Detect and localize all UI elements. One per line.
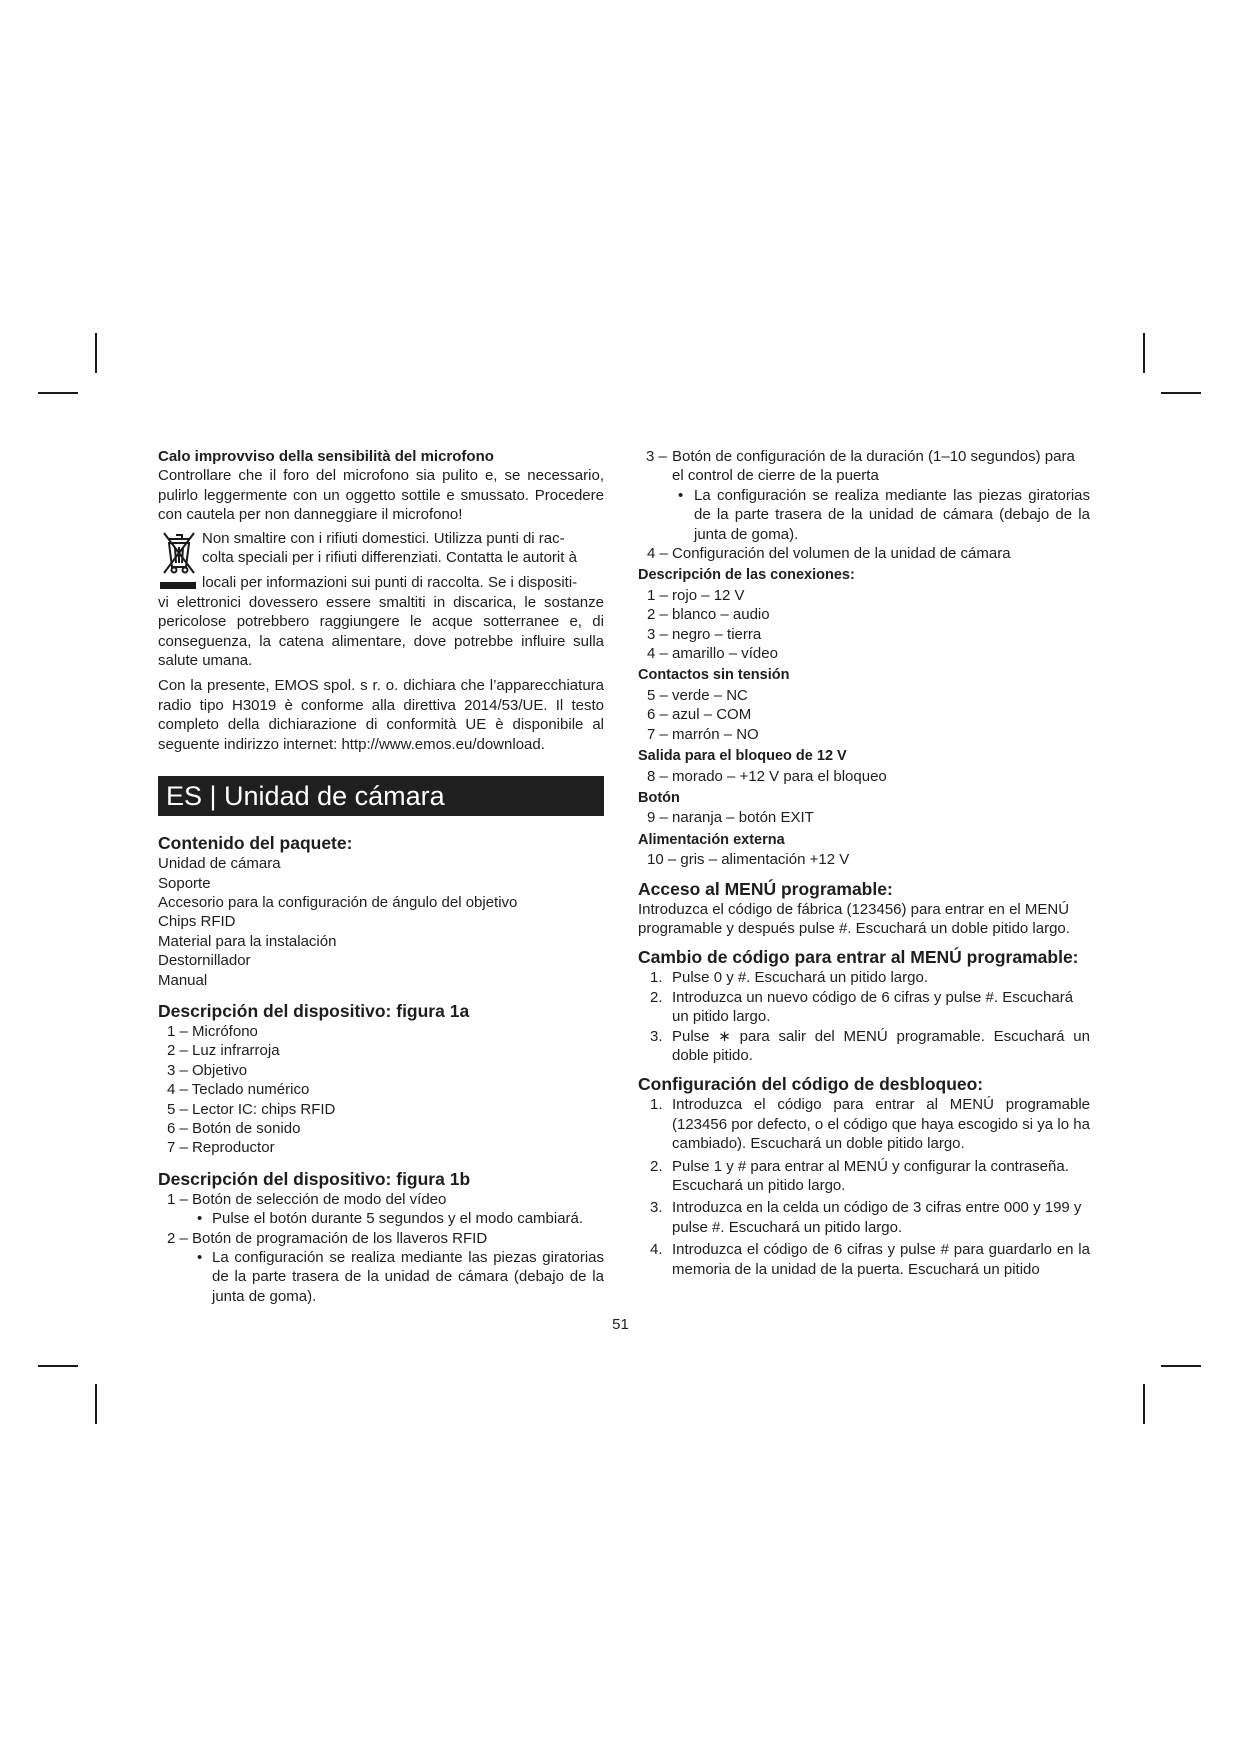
crop-mark-tr-horizontal [1161,392,1201,394]
list-item: 1 – Micrófono [167,1022,258,1040]
right-column [638,447,1090,1279]
item-number: 2. [650,1157,663,1175]
list-item: 7 – Reproductor [167,1139,275,1157]
item-number: 3. [650,1199,663,1217]
item-text: Botón de configuración de la duración (1–10 segundos) para el control de cierre de la puerta [672,448,1075,485]
crop-mark-tr-vertical [1143,333,1145,373]
list-item: 3 – negro – tierra [647,625,762,643]
desc-1b-heading: Descripción del dispositivo: figura 1b [158,1168,471,1189]
crop-mark-br-horizontal [1161,1365,1201,1367]
alimentacion-heading: Alimentación externa [638,831,785,848]
item-text: Introduzca el código de 6 cifras y pulse # para guardarlo en la memoria de la unidad de la puerta. Escuchará un pitido [672,1241,1090,1278]
item-number: 4. [650,1241,663,1259]
numbered-item [638,1198,1090,1237]
weee-line-3: locali per informazioni sui punti di raccolta. Se i dispositi- [202,574,578,592]
desc-1a-heading: Descripción del dispositivo: figura 1a [158,1000,470,1021]
item-text: Pulse ∗ para salir del MENÚ programable. Escuchará un doble pitido. [672,1027,1090,1064]
desc-1a-list [158,1022,604,1158]
numbered-item [638,1240,1090,1279]
numbered-item [638,988,1090,1027]
weee-line-2: colta speciali per i rifiuti differenziati. Contatta le autorit à [202,549,577,567]
item-text: Introduzca el código para entrar al MENÚ programable (123456 por defecto, o el código que haya escogido si ya lo ha cambiado). Escuchará un doble pitido largo. [672,1096,1090,1153]
list-item: 4 – amarillo – vídeo [647,645,778,663]
list-item: Destornillador [158,952,251,970]
list-item: 2 – blanco – audio [647,606,770,624]
list-item: Chips RFID [158,913,236,931]
section-banner: ES | Unidad de cámara [158,776,604,816]
crop-mark-bl-horizontal [38,1365,78,1367]
crop-mark-bl-vertical [95,1384,97,1424]
conexiones-heading: Descripción de las conexiones: [638,567,855,584]
weee-rest: vi elettronici dovessero essere smaltiti in discarica, le sostanze pericolose potrebbero raggiungere le acque sotterranee e, di conseguenza, la catena alimentare, dove potrebbe influire sulla salute umana. [158,593,604,670]
item-text: Introduzca en la celda un código de 3 cifras entre 000 y 199 y pulse #. Escuchará un pitido largo. [672,1199,1082,1236]
item-text: Pulse 1 y # para entrar al MENÚ y configurar la contraseña. Escuchará un pitido largo. [672,1157,1069,1194]
bullet-text: La configuración se realiza mediante las piezas giratorias de la parte trasera de la unidad de cámara (debajo de la junta de goma). [694,486,1090,543]
crop-mark-tl-horizontal [38,392,78,394]
item-number: 1. [650,1096,663,1114]
crop-mark-tl-vertical [95,333,97,373]
boton-heading: Botón [638,789,680,806]
config-heading: Configuración del código de desbloqueo: [638,1074,984,1095]
list-item: Manual [158,971,208,989]
bullet-item [158,1248,604,1306]
list-item: 2 – Luz infrarroja [167,1042,280,1060]
list-item: 5 – Lector IC: chips RFID [167,1100,336,1118]
list-item: 1 – rojo – 12 V [647,586,745,604]
item-number: 2. [650,988,663,1006]
cambio-heading: Cambio de código para entrar al MENÚ programable: [638,947,1079,968]
calo-heading: Calo improvviso della sensibilità del microfono [158,448,494,465]
page-number: 51 [612,1316,629,1333]
item-number: 3. [650,1027,663,1045]
list-item: 10 – gris – alimentación +12 V [647,851,850,869]
left-column [158,447,604,1306]
salida-heading: Salida para el bloqueo de 12 V [638,748,847,765]
item-text: Introduzca un nuevo código de 6 cifras y pulse #. Escuchará un pitido largo. [672,988,1074,1026]
list-item: Accesorio para la configuración de ángulo del objetivo [158,893,518,911]
list-item: 4 – Configuración del volumen de la unidad de cámara [647,545,1011,563]
list-item: Soporte [158,874,211,892]
bullet-dot: • [197,1210,203,1228]
weee-bin-icon [158,531,200,593]
declaration-text: Con la presente, EMOS spol. s r. o. dichiara che l’apparecchiatura radio tipo H3019 è conforme alla direttiva 2014/53/UE. Il testo completo della dichiarazione di conformità UE è disponibile al seguente indirizzo internet: http://www.emos.eu/download. [158,677,604,753]
item-number: 3 – [646,448,667,465]
list-item: 3 – Objetivo [167,1061,248,1079]
contenido-list [158,854,604,990]
desc-1b-list [158,1190,604,1306]
list-item: 6 – Botón de sonido [167,1119,301,1137]
weee-notice [158,529,604,671]
numbered-item [638,1157,1090,1196]
list-item: 5 – verde – NC [647,686,748,704]
item-text: Pulse 0 y #. Escuchará un pitido largo. [672,969,928,987]
calo-text: Controllare che il foro del microfono sia pulito e, se necessario, pulirlo leggermente con un oggetto sottile e smussato. Procedere con cautela per non danneggiare il microfono! [158,467,604,524]
contactos-heading: Contactos sin tensión [638,667,790,684]
list-item: 4 – Teclado numérico [167,1081,310,1099]
list-item [638,447,1090,486]
acceso-text: Introduzca el código de fábrica (123456) para entrar en el MENÚ programable y después pulse #. Escuchará un doble pitido largo. [638,900,1070,937]
bullet-item [158,1209,604,1228]
list-item: Unidad de cámara [158,855,281,873]
bullet-text: La configuración se realiza mediante las piezas giratorias de la parte trasera de la unidad de cámara (debajo de la junta de goma). [212,1249,604,1305]
bullet-dot: • [197,1249,203,1266]
list-item: 9 – naranja – botón EXIT [647,809,814,827]
list-item: 8 – morado – +12 V para el bloqueo [647,767,887,785]
numbered-item [638,1095,1090,1153]
bullet-text: Pulse el botón durante 5 segundos y el modo cambiará. [212,1210,584,1228]
numbered-item [638,968,1090,987]
bullet-dot: • [678,486,684,504]
list-item: 2 – Botón de programación de los llaveros RFID [167,1229,488,1247]
crop-mark-br-vertical [1143,1384,1145,1424]
numbered-item [638,1027,1090,1066]
contenido-heading: Contenido del paquete: [158,833,353,854]
weee-line-1: Non smaltire con i rifiuti domestici. Utilizza punti di rac- [202,529,565,547]
list-item: 7 – marrón – NO [647,725,759,743]
list-item: Material para la instalación [158,932,337,950]
acceso-heading: Acceso al MENÚ programable: [638,878,893,899]
bullet-item [638,486,1090,544]
list-item: 1 – Botón de selección de modo del vídeo [167,1190,447,1208]
list-item: 6 – azul – COM [647,706,752,724]
item-number: 1. [650,969,663,987]
